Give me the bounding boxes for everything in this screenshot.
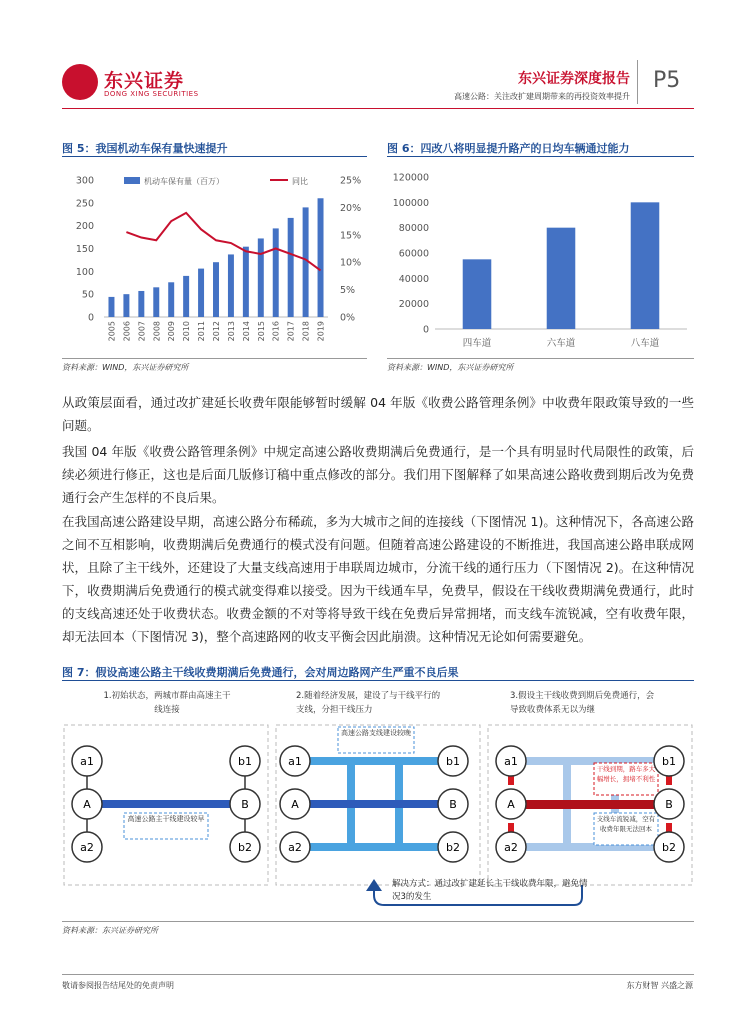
y-left-tick-label: 250 (75, 198, 94, 210)
figure5-title: 图 5：我国机动车保有量快速提升 (62, 142, 228, 155)
bar-vehicle-stock (243, 247, 249, 317)
company-logo-icon (62, 64, 98, 100)
legend-bar-label: 机动车保有量（百万） (144, 177, 224, 186)
node-A: A (83, 798, 91, 811)
node-B: B (665, 798, 673, 811)
paragraph-1: 从政策层面看，通过改扩建延长收费年限能够暂时缓解 04 年版《收费公路管理条例》中收费年限政策导致的一些问题。 (62, 395, 694, 433)
footer-disclaimer: 敬请参阅报告结尾处的免责声明 (62, 981, 174, 990)
node-B: B (241, 798, 249, 811)
report-title: 东兴证券深度报告 (518, 71, 630, 87)
bar-vehicle-stock (123, 294, 129, 317)
x-tick-label: 2019 (316, 321, 326, 342)
legend-bar-swatch (124, 177, 140, 184)
figure6-source-rule (387, 358, 694, 359)
scenario3-caption: 3.假设主干线收费到期后免费通行，会导致收费体系无以为继 (510, 691, 655, 715)
x-tick-label: 六车道 (546, 338, 576, 349)
legend-line-label: 同比 (292, 177, 308, 186)
x-tick-label: 2017 (286, 321, 296, 342)
figure5-chart (62, 160, 372, 355)
bar-vehicle-stock (258, 238, 264, 317)
figure5-source-rule (62, 358, 367, 359)
y-right-tick-label: 20% (340, 202, 362, 214)
x-tick-label: 2010 (182, 321, 192, 342)
x-tick-label: 四车道 (462, 338, 492, 349)
node-B: B (449, 798, 457, 811)
figure6-chart (387, 160, 694, 355)
x-tick-label: 2006 (122, 321, 132, 342)
y-left-tick-label: 300 (75, 175, 94, 187)
figure5-rule (62, 156, 367, 157)
node-a1: a1 (288, 755, 302, 768)
x-tick-label: 2018 (301, 321, 311, 342)
bar-vehicle-stock (168, 282, 174, 317)
x-tick-label: 2007 (137, 321, 147, 342)
node-A: A (507, 798, 515, 811)
y-right-tick-label: 25% (340, 175, 362, 187)
node-b2: b2 (238, 841, 252, 854)
bar-capacity (631, 202, 660, 329)
bar-capacity (463, 259, 492, 329)
scenario2-network (280, 727, 468, 862)
logo-name: 东兴证券 (104, 70, 185, 92)
bar-capacity (547, 228, 576, 329)
bar-vehicle-stock (198, 269, 204, 317)
x-tick-label: 八车道 (630, 338, 660, 349)
y-left-tick-label: 200 (75, 221, 94, 233)
y-tick-label: 120000 (392, 172, 429, 184)
footer-slogan: 东方财智 兴盛之源 (626, 981, 693, 990)
paragraph-3: 在我国高速公路建设早期，高速公路分布稀疏，多为大城市之间的连接线（下图情况 1)。这种情况下，各高速公路之间不互相影响，收费期满后免费通行的模式没有问题。但随着高速公路建设的不断推进，我国高速公路串联成网状，且除了主干线外，还建设了大量支线高速用于串联周边城市，分流干线的通行压力（下图情况 2)。在这种情况下，收费期满后免费通行的模式就变得难以接受。因为干线通车早，免费早，假设在干线收费期满免费通行，此时的支线高速还处于收费状态。收费金额的不对等将导致干线在免费后异常拥堵，而支线车流锐减，空有收费年限，却无法回本（下图情况 3)，整个高速路网的收支平衡会因此崩溃。这种情况无论如何需要避免。 (62, 514, 694, 644)
bar-vehicle-stock (273, 228, 279, 317)
node-b1: b1 (446, 755, 460, 768)
y-left-tick-label: 100 (75, 266, 94, 278)
free-trunk-label: 干线到期，路车多大幅增长，拥堵不利性 (596, 765, 656, 783)
bar-vehicle-stock (213, 262, 219, 317)
footer-rule (62, 974, 694, 975)
y-left-tick-label: 50 (81, 289, 94, 301)
node-a1: a1 (80, 755, 94, 768)
x-tick-label: 2014 (241, 321, 251, 342)
scenario3-network (496, 746, 684, 862)
x-tick-label: 2013 (226, 321, 236, 342)
y-right-tick-label: 10% (340, 257, 362, 269)
main-line-label: 高速公路主干线建设较早 (127, 815, 205, 823)
node-A: A (291, 798, 299, 811)
scenario1-network (72, 746, 260, 862)
figure7-title: 图 7：假设高速公路主干线收费期满后免费通行，会对周边路网产生严重不良后果 (62, 666, 459, 679)
node-a2: a2 (80, 841, 94, 854)
figure6-rule (387, 156, 694, 157)
scenario2-caption: 2.随着经济发展，建设了与干线平行的支线，分担干线压力 (296, 691, 441, 715)
node-a2: a2 (504, 841, 518, 854)
y-tick-label: 20000 (398, 299, 429, 311)
header-divider (637, 60, 638, 104)
report-subtitle: 高速公路：关注改扩建周期带来的再投资效率提升 (454, 92, 630, 101)
bar-vehicle-stock (153, 287, 159, 317)
figure6-source: 资料来源：WIND，东兴证券研究所 (387, 363, 514, 372)
solution-text: 解决方式：通过改扩建延长主干线收费年限，避免情况3的发生 (392, 879, 588, 902)
branch-line-label: 高速公路支线建设较晚 (341, 729, 411, 737)
figure7-source-rule (62, 921, 694, 922)
figure5-source: 资料来源：WIND，东兴证券研究所 (62, 363, 189, 372)
node-b2: b2 (446, 841, 460, 854)
y-right-tick-label: 0% (340, 312, 356, 324)
x-tick-label: 2011 (197, 321, 207, 342)
y-left-tick-label: 150 (75, 244, 94, 255)
y-tick-label: 60000 (398, 248, 429, 260)
node-b2: b2 (662, 841, 676, 854)
figure7-diagram (62, 683, 694, 918)
y-left-tick-label: 0 (87, 312, 94, 324)
page-number: P5 (653, 68, 681, 93)
x-tick-label: 2008 (152, 321, 162, 342)
logo-english: DONG XING SECURITIES (104, 90, 199, 98)
y-tick-label: 80000 (398, 223, 429, 235)
scenario1-caption: 1.初始状态，两城市群由高速主干线连接 (103, 691, 231, 715)
figure7-rule (62, 680, 694, 681)
bar-vehicle-stock (288, 218, 294, 317)
y-tick-label: 40000 (398, 273, 429, 285)
x-tick-label: 2009 (167, 321, 177, 342)
y-tick-label: 100000 (392, 197, 429, 209)
bar-vehicle-stock (318, 198, 324, 317)
x-tick-label: 2012 (212, 321, 221, 342)
figure7-source: 资料来源：东兴证券研究所 (62, 926, 158, 935)
y-tick-label: 0 (422, 324, 429, 336)
figure6-title: 图 6：四改八将明显提升路产的日均车辆通过能力 (387, 142, 630, 155)
bar-vehicle-stock (108, 297, 114, 317)
node-b1: b1 (238, 755, 252, 768)
node-a2: a2 (288, 841, 302, 854)
paragraph-2: 我国 04 年版《收费公路管理条例》中规定高速公路收费期满后免费通行，是一个具有明显时代局限性的政策，后续必须进行修正，这也是后面几版修订稿中重点修改的部分。我们用下图解释了如果高速公路收费到期后改为免费通行会产生怎样的不良后果。 (62, 444, 694, 505)
y-right-tick-label: 5% (340, 285, 356, 297)
branch-loss-label: 支线车流锐减，空有收费年限无法回本 (596, 815, 656, 833)
y-right-tick-label: 15% (340, 230, 362, 242)
bar-vehicle-stock (228, 254, 234, 317)
x-tick-label: 2015 (256, 321, 266, 342)
node-b1: b1 (662, 755, 676, 768)
node-a1: a1 (504, 755, 518, 768)
bar-vehicle-stock (183, 276, 189, 317)
bar-vehicle-stock (138, 291, 144, 317)
x-tick-label: 2005 (107, 321, 117, 342)
x-tick-label: 2016 (271, 321, 281, 342)
header-rule (62, 108, 694, 109)
